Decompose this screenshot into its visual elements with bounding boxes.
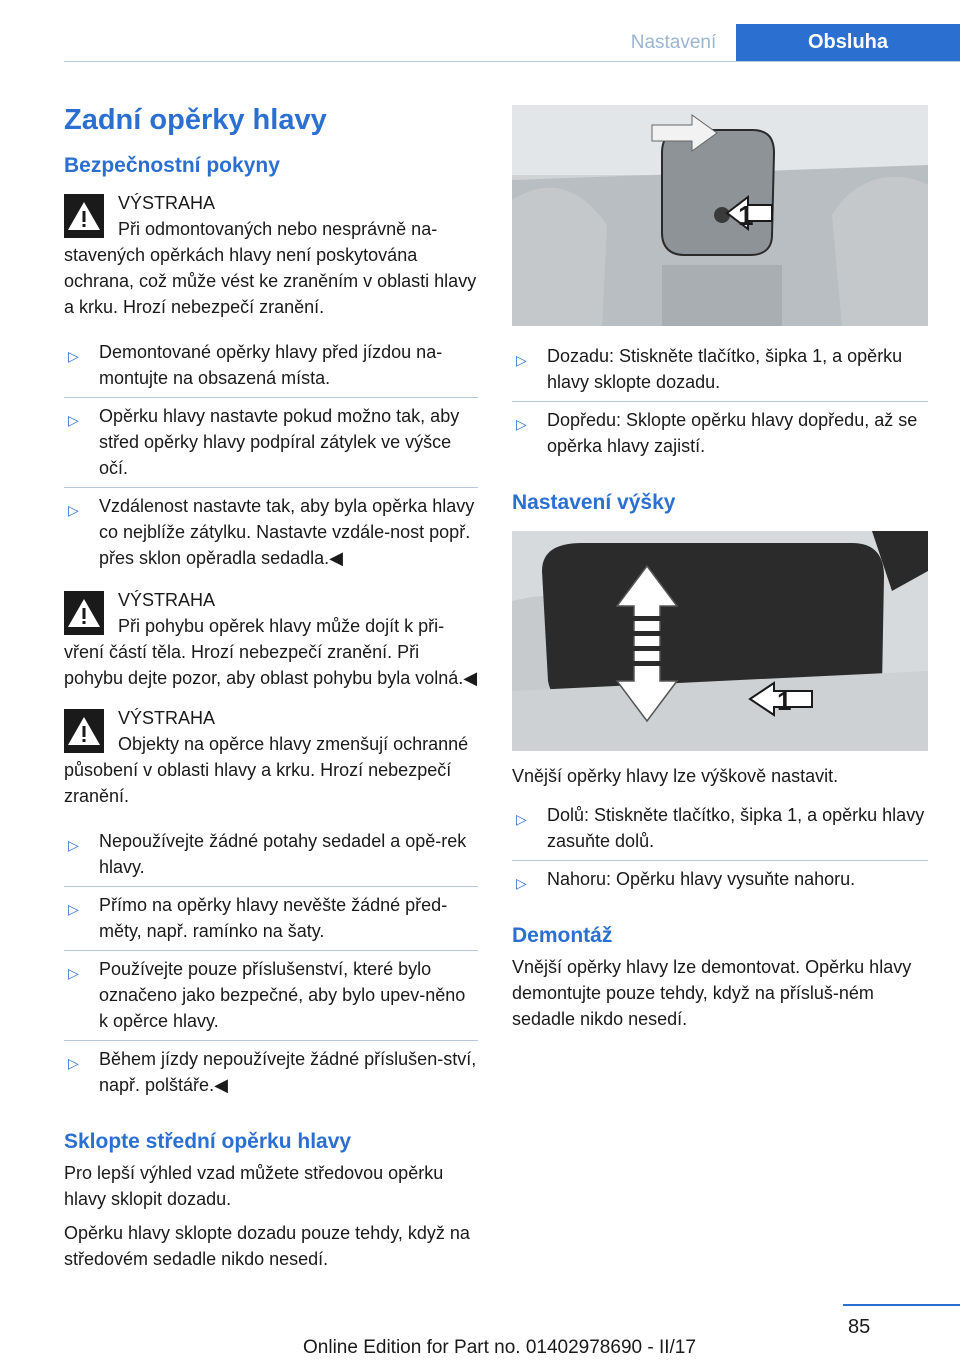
footer-divider: [843, 1304, 960, 1306]
warning-icon: [64, 194, 104, 238]
warning-block-2: [64, 587, 478, 691]
page-title: Zadní opěrky hlavy: [64, 104, 327, 136]
right-column: [512, 105, 928, 1040]
list-item: ▷ Demontované opěrky hlavy před jízdou na‐montujte na obsazená místa.: [68, 342, 443, 388]
list-item: ▷ Nepoužívejte žádné potahy sedadel a opě‐rek hlavy.: [68, 831, 467, 877]
list-item: ▷ Dozadu: Stiskněte tlačítko, šipka 1, a opěrku hlavy sklopte dozadu.: [516, 346, 903, 392]
warning-icon: [64, 591, 104, 635]
fold-heading: Sklopte střední opěrku hlavy: [64, 1130, 352, 1153]
triangle-bullet-icon: ▷: [68, 965, 79, 981]
warning-block-3: [64, 705, 478, 809]
list-item: ▷ Nahoru: Opěrku hlavy vysuňte nahoru.: [512, 860, 928, 898]
headrest-fold-illustration: [512, 105, 928, 326]
list-item: ▷ Opěrku hlavy nastavte pokud možno tak, aby střed opěrky hlavy podpíral zátylek ve výšce očí.: [64, 397, 478, 487]
left-column: [64, 96, 478, 1280]
warning-text: Objekty na opěrce hlavy zmenšují ochranné působení v oblasti hlavy a krku. Hrozí nebezpečí zranění.: [64, 734, 469, 806]
warning-label: VÝSTRAHA: [118, 193, 216, 213]
header-chapter-tab[interactable]: Obsluha: [736, 24, 960, 61]
bullet-list-3: [512, 338, 928, 465]
triangle-bullet-icon: ▷: [68, 1055, 79, 1071]
list-item: ▷ Přímo na opěrky hlavy nevěšte žádné před‐měty, např. ramínko na šaty.: [64, 886, 478, 950]
headrest-height-illustration: [512, 531, 928, 751]
warning-label: VÝSTRAHA: [118, 590, 216, 610]
fold-paragraph-1: Pro lepší výhled vzad můžete středovou opěrku hlavy sklopit dozadu.: [64, 1163, 444, 1209]
page-number: 85: [848, 1316, 871, 1338]
remove-heading: Demontáž: [512, 924, 613, 947]
triangle-bullet-icon: ▷: [516, 416, 527, 432]
header-section-tab[interactable]: Nastavení: [630, 31, 717, 53]
safety-heading: Bezpečnostní pokyny: [64, 154, 280, 177]
warning-text: Při odmontovaných nebo nesprávně na‐stavených opěrkách hlavy není poskytována ochrana, což může vést ke zraněním v oblasti hlavy a krku. Hrozí nebezpečí zranění.: [64, 219, 477, 317]
triangle-bullet-icon: ▷: [516, 811, 527, 827]
callout-number: 1: [777, 686, 792, 716]
list-item: ▷ Během jízdy nepoužívejte žádné příslušen‐ství, např. polštáře.◀: [64, 1040, 478, 1104]
list-item: ▷ Používejte pouze příslušenství, které bylo označeno jako bezpečné, aby bylo upev‐něno k opěrce hlavy.: [64, 950, 478, 1040]
triangle-bullet-icon: ▷: [68, 348, 79, 364]
warning-text: Při pohybu opěrek hlavy může dojít k při‐vření částí těla. Hrozí nebezpečí zranění. Při pohybu dejte pozor, aby oblast pohybu byla volná.◀: [64, 616, 478, 688]
height-paragraph: Vnější opěrky hlavy lze výškově nastavit.: [512, 766, 839, 786]
warning-block-1: [64, 190, 478, 320]
list-item: ▷ Vzdálenost nastavte tak, aby byla opěrka hlavy co nejblíže zátylku. Nastavte vzdále‐nost popř. přes sklon opěradla sedadla.◀: [64, 487, 478, 577]
triangle-bullet-icon: ▷: [68, 837, 79, 853]
footer-edition: Online Edition for Part no. 01402978690 - II/17: [303, 1337, 696, 1358]
bullet-list-1: [64, 334, 478, 577]
triangle-bullet-icon: ▷: [68, 901, 79, 917]
triangle-bullet-icon: ▷: [68, 412, 79, 428]
bullet-list-4: [512, 797, 928, 898]
header-divider: [64, 61, 960, 62]
triangle-bullet-icon: ▷: [516, 352, 527, 368]
callout-number: 1: [738, 200, 754, 231]
warning-icon: [64, 709, 104, 753]
bullet-list-2: [64, 823, 478, 1104]
fold-paragraph-2: Opěrku hlavy sklopte dozadu pouze tehdy, když na středovém sedadle nikdo nesedí.: [64, 1223, 470, 1269]
warning-label: VÝSTRAHA: [118, 708, 216, 728]
list-item: ▷ Dolů: Stiskněte tlačítko, šipka 1, a opěrku hlavy zasuňte dolů.: [516, 805, 925, 851]
triangle-bullet-icon: ▷: [516, 875, 527, 891]
height-heading: Nastavení výšky: [512, 491, 676, 514]
triangle-bullet-icon: ▷: [68, 502, 79, 518]
remove-paragraph: Vnější opěrky hlavy lze demontovat. Opěrku hlavy demontujte pouze tehdy, když na přísluš‐ném sedadle nikdo nesedí.: [512, 957, 912, 1029]
list-item: ▷ Dopředu: Sklopte opěrku hlavy dopředu, až se opěrka hlavy zajistí.: [512, 401, 928, 465]
